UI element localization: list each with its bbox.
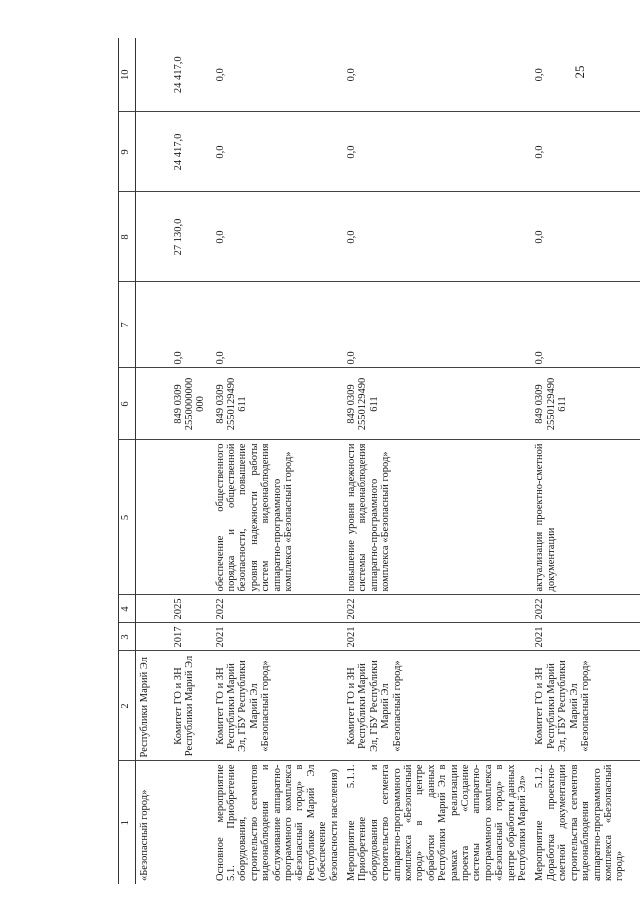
executor-cell: Комитет ГО и ЗН Республики Марий Эл [170, 651, 212, 761]
measure-name-cell: Мероприятие 5.1.2. Доработка проектно-сметной документации строительства сегментов видеонаблюдения аппаратно-программного комплекса «Безопасный город» [534, 764, 626, 881]
value-cell: 0,0 [343, 112, 532, 192]
value-cell: 0,0 [170, 282, 212, 368]
value-cell [136, 112, 170, 192]
value-cell: 0,0 [343, 38, 532, 112]
executor-cell: Комитет ГО и ЗН Республики Марий Эл, ГБУ Республики Марий Эл «Безопасный город» [212, 651, 343, 761]
value-cell: 24 417,0 [170, 38, 212, 112]
budget-code-cell [136, 368, 170, 440]
value-cell: 0,0 [343, 192, 532, 282]
value-cell: 0,0 [531, 112, 640, 192]
expected-result-cell: обеспечение общественного порядка и общественной безопасности, повышение уровня надежности работы систем видеонаблюдения аппаратно-программного комплекса «Безопасный город» [212, 440, 343, 595]
table-row [212, 38, 343, 884]
measure-name-cell [170, 761, 212, 884]
start-year-cell [136, 623, 170, 651]
budget-code-cell: 849 0309 2550129490 611 [531, 368, 640, 440]
column-number: 2 [119, 651, 136, 761]
table-row [170, 38, 212, 884]
value-cell: 0,0 [531, 38, 640, 112]
rotated-table-container [118, 38, 626, 884]
executor-cell: Комитет ГО и ЗН Республики Марий Эл, ГБУ Республики Марий Эл «Безопасный город» [531, 651, 640, 761]
budget-code-cell: 849 0309 2550129490 611 [212, 368, 343, 440]
column-number: 1 [119, 761, 136, 884]
end-year-cell: 2025 [170, 595, 212, 623]
measure-name-cell: Основное мероприятие 5.1. Приобретение оборудования, строительство сегментов видеонаблюдения и обслуживание аппаратно-программного комплекса «Безопасный город» в Республике Марий Эл (обеспечение безопасности населения) [214, 764, 340, 881]
value-cell: 0,0 [212, 112, 343, 192]
value-cell: 0,0 [531, 282, 640, 368]
value-cell [136, 282, 170, 368]
column-number: 9 [119, 112, 136, 192]
table-row [343, 38, 532, 884]
budget-code-cell: 849 0309 2550000000 000 [170, 368, 212, 440]
value-cell: 0,0 [531, 192, 640, 282]
value-cell: 27 130,0 [170, 192, 212, 282]
column-number: 4 [119, 595, 136, 623]
budget-code-cell: 849 0309 2550129490 611 [343, 368, 532, 440]
start-year-cell: 2021 [212, 623, 343, 651]
column-number: 5 [119, 440, 136, 595]
program-measures-table [118, 38, 640, 884]
column-number: 7 [119, 282, 136, 368]
start-year-cell: 2021 [343, 623, 532, 651]
value-cell [136, 38, 170, 112]
expected-result-cell [136, 440, 170, 595]
column-number: 10 [119, 38, 136, 112]
end-year-cell: 2022 [212, 595, 343, 623]
value-cell: 0,0 [343, 282, 532, 368]
expected-result-cell: актуализация проектно-сметной документации [531, 440, 640, 595]
table-row [136, 38, 170, 884]
expected-result-cell [170, 440, 212, 595]
table-row [531, 38, 640, 884]
page-number: 25 [572, 65, 587, 79]
value-cell: 0,0 [212, 282, 343, 368]
measure-name-cell: Мероприятие 5.1.1. Приобретение оборудования и строительство сегмента аппаратно-программного комплекса «Безопасный город» в центре обработки данных Республики Марий Эл в рамках реализации проекта «Создание системы аппаратно-программного комплекса «Безопасный город» в центре обработки данных Республики Марий Эл» [345, 764, 529, 881]
start-year-cell: 2021 [531, 623, 640, 651]
expected-result-cell: повышение уровня надежности системы видеонаблюдения аппаратно-программного комплекса «Безопасный город» [343, 440, 532, 595]
column-number: 6 [119, 368, 136, 440]
executor-cell: Комитет ГО и ЗН Республики Марий Эл, ГБУ Республики Марий Эл «Безопасный город» [343, 651, 532, 761]
end-year-cell: 2022 [531, 595, 640, 623]
end-year-cell [136, 595, 170, 623]
column-number: 3 [119, 623, 136, 651]
column-number: 8 [119, 192, 136, 282]
value-cell: 24 417,0 [170, 112, 212, 192]
end-year-cell: 2022 [343, 595, 532, 623]
measure-name-cell: «Безопасный город» [139, 789, 150, 881]
start-year-cell: 2017 [170, 623, 212, 651]
value-cell: 0,0 [212, 38, 343, 112]
value-cell [136, 192, 170, 282]
value-cell: 0,0 [212, 192, 343, 282]
executor-cell: Республики Марий Эл [136, 651, 170, 761]
column-number-row [119, 38, 136, 884]
